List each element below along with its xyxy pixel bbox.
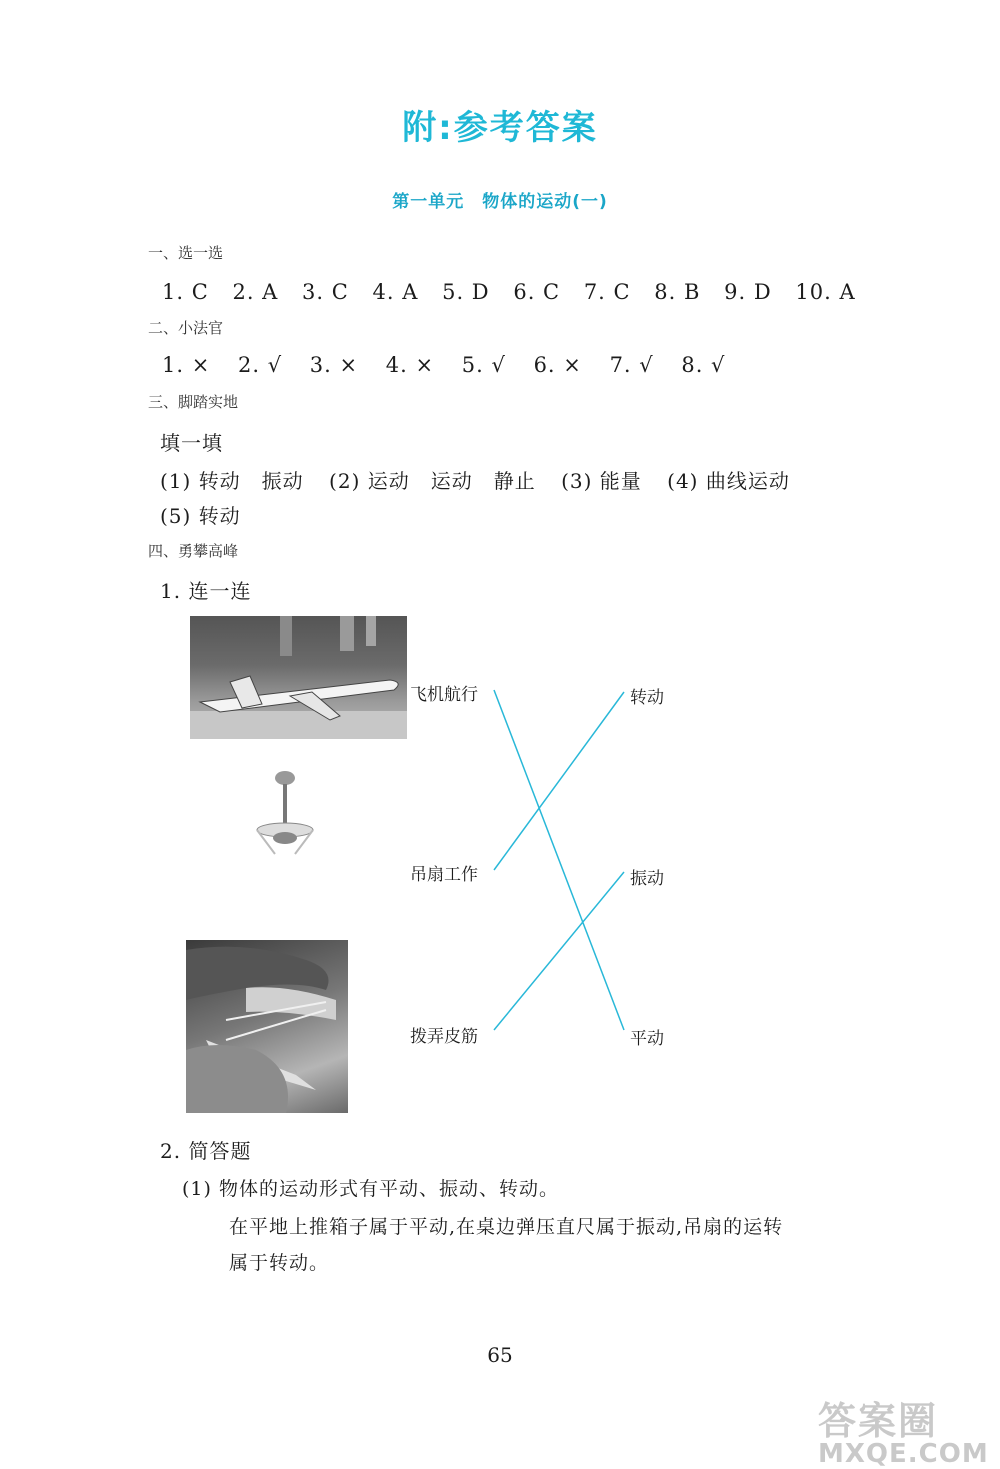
- choice-answer: 4. A: [372, 280, 419, 304]
- section-heading-challenge: 四、勇攀高峰: [148, 542, 239, 560]
- section-heading-judge: 二、小法官: [148, 319, 224, 337]
- match-left-airplane: 飞机航行: [410, 685, 478, 705]
- match-line-band-vibration: [494, 872, 624, 1030]
- page-title: 附:参考答案: [402, 108, 598, 148]
- match-right-vibration: 振动: [630, 869, 664, 889]
- judge-answer: 3. ×: [309, 353, 359, 377]
- watermark: [818, 1390, 989, 1469]
- fill-answer: (1) 转动 振动: [160, 469, 304, 493]
- judge-answer: 6. ×: [533, 353, 582, 377]
- choice-answer: 6. C: [513, 280, 561, 304]
- matching-heading: 1. 连一连: [160, 579, 252, 603]
- short-answer-question: (1) 物体的运动形式有平动、振动、转动。: [182, 1178, 559, 1200]
- match-right-translation: 平动: [630, 1029, 664, 1049]
- section-heading-choice: 一、选一选: [148, 244, 224, 262]
- fill-answer: (3) 能量: [561, 469, 642, 493]
- fill-answers-line2: (5) 转动: [160, 504, 241, 528]
- short-answer-line1: 在平地上推箱子属于平动,在桌边弹压直尺属于振动,吊扇的运转: [229, 1216, 784, 1238]
- choice-answer: 8. B: [654, 280, 701, 304]
- match-line-airplane-translation: [494, 690, 624, 1030]
- short-answer-line2: 属于转动。: [229, 1252, 330, 1274]
- fill-answer: (4) 曲线运动: [667, 469, 790, 493]
- unit-title: 第一单元 物体的运动(一): [392, 192, 608, 212]
- judge-answer: 1. ×: [162, 353, 211, 377]
- choice-answer: 2. A: [232, 280, 279, 304]
- judge-answer: 7. √: [609, 353, 654, 377]
- match-line-fan-rotation: [494, 692, 624, 870]
- watermark-url: MXQE.COM: [818, 1439, 989, 1469]
- fill-heading: 填一填: [160, 431, 223, 455]
- judge-answer: 2. √: [238, 353, 283, 377]
- match-left-ceiling-fan: 吊扇工作: [410, 865, 478, 885]
- choice-answer: 9. D: [724, 280, 772, 304]
- choice-answer: 7. C: [583, 280, 631, 304]
- judge-answer: 8. √: [681, 353, 726, 377]
- judge-answer: 4. ×: [385, 353, 435, 377]
- section-heading-practice: 三、脚踏实地: [148, 393, 239, 411]
- fill-answer: (2) 运动 运动 静止: [329, 469, 536, 493]
- judge-answer: 5. √: [461, 353, 506, 377]
- short-answer-heading: 2. 简答题: [160, 1139, 252, 1163]
- choice-answer: 10. A: [795, 280, 856, 304]
- match-left-rubber-band: 拨弄皮筋: [410, 1027, 478, 1047]
- page-number: 65: [487, 1343, 513, 1367]
- choice-answer: 3. C: [302, 280, 349, 304]
- choice-answer: 5. D: [442, 280, 490, 304]
- watermark-logo-text: 答案圈: [818, 1399, 939, 1443]
- match-right-rotation: 转动: [630, 688, 664, 708]
- choice-answer: 1. C: [162, 280, 209, 304]
